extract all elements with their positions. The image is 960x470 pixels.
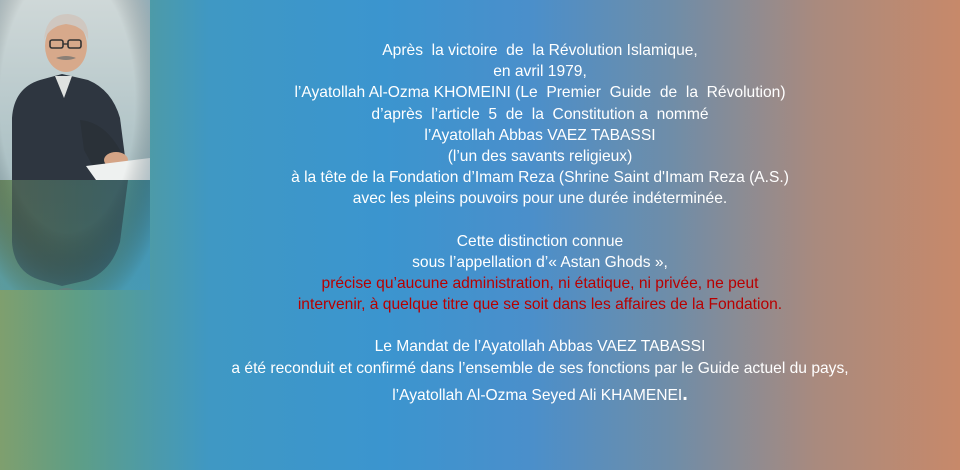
announcement-text <box>130 40 950 406</box>
highlighted-text-line: précise qu’aucune administration, ni étatique, ni privée, ne peut <box>321 275 759 293</box>
closing-text: l’Ayatollah Al-Ozma Seyed Ali KHAMENEI <box>392 386 683 404</box>
text-line: sous l’appellation d’« Astan Ghods », <box>412 253 668 271</box>
text-line: d’après l’article 5 de la Constitution a nommé <box>371 105 709 123</box>
highlighted-text-line: intervenir, à quelque titre que se soit dans les affaires de la Fondation. <box>297 296 783 314</box>
text-line: à la tête de la Fondation d’Imam Reza (Shrine Saint d'Imam Reza (A.S.) <box>291 169 789 187</box>
man-writing-at-desk-photo <box>0 0 150 290</box>
paragraph-gap <box>130 210 950 231</box>
closing-line <box>130 384 950 406</box>
text-line: avec les pleins pouvoirs pour une durée indéterminée. <box>352 190 728 208</box>
text-line: l’Ayatollah Abbas VAEZ TABASSI <box>424 126 656 144</box>
closing-period: . <box>682 382 688 405</box>
text-line: en avril 1979, <box>493 63 587 81</box>
text-line: Le Mandat de l’Ayatollah Abbas VAEZ TABASSI <box>374 338 706 356</box>
paragraph-gap <box>130 315 950 336</box>
text-line: Cette distinction connue <box>456 232 624 250</box>
text-line: Après la victoire de la Révolution Islamique, <box>382 42 698 59</box>
text-line: (l’un des savants religieux) <box>447 148 633 166</box>
text-line: a été reconduit et confirmé dans l’ensemble de ses fonctions par le Guide actuel du pays, <box>231 359 849 377</box>
text-line: l’Ayatollah Al-Ozma KHOMEINI (Le Premier Guide de la Révolution) <box>294 84 786 102</box>
